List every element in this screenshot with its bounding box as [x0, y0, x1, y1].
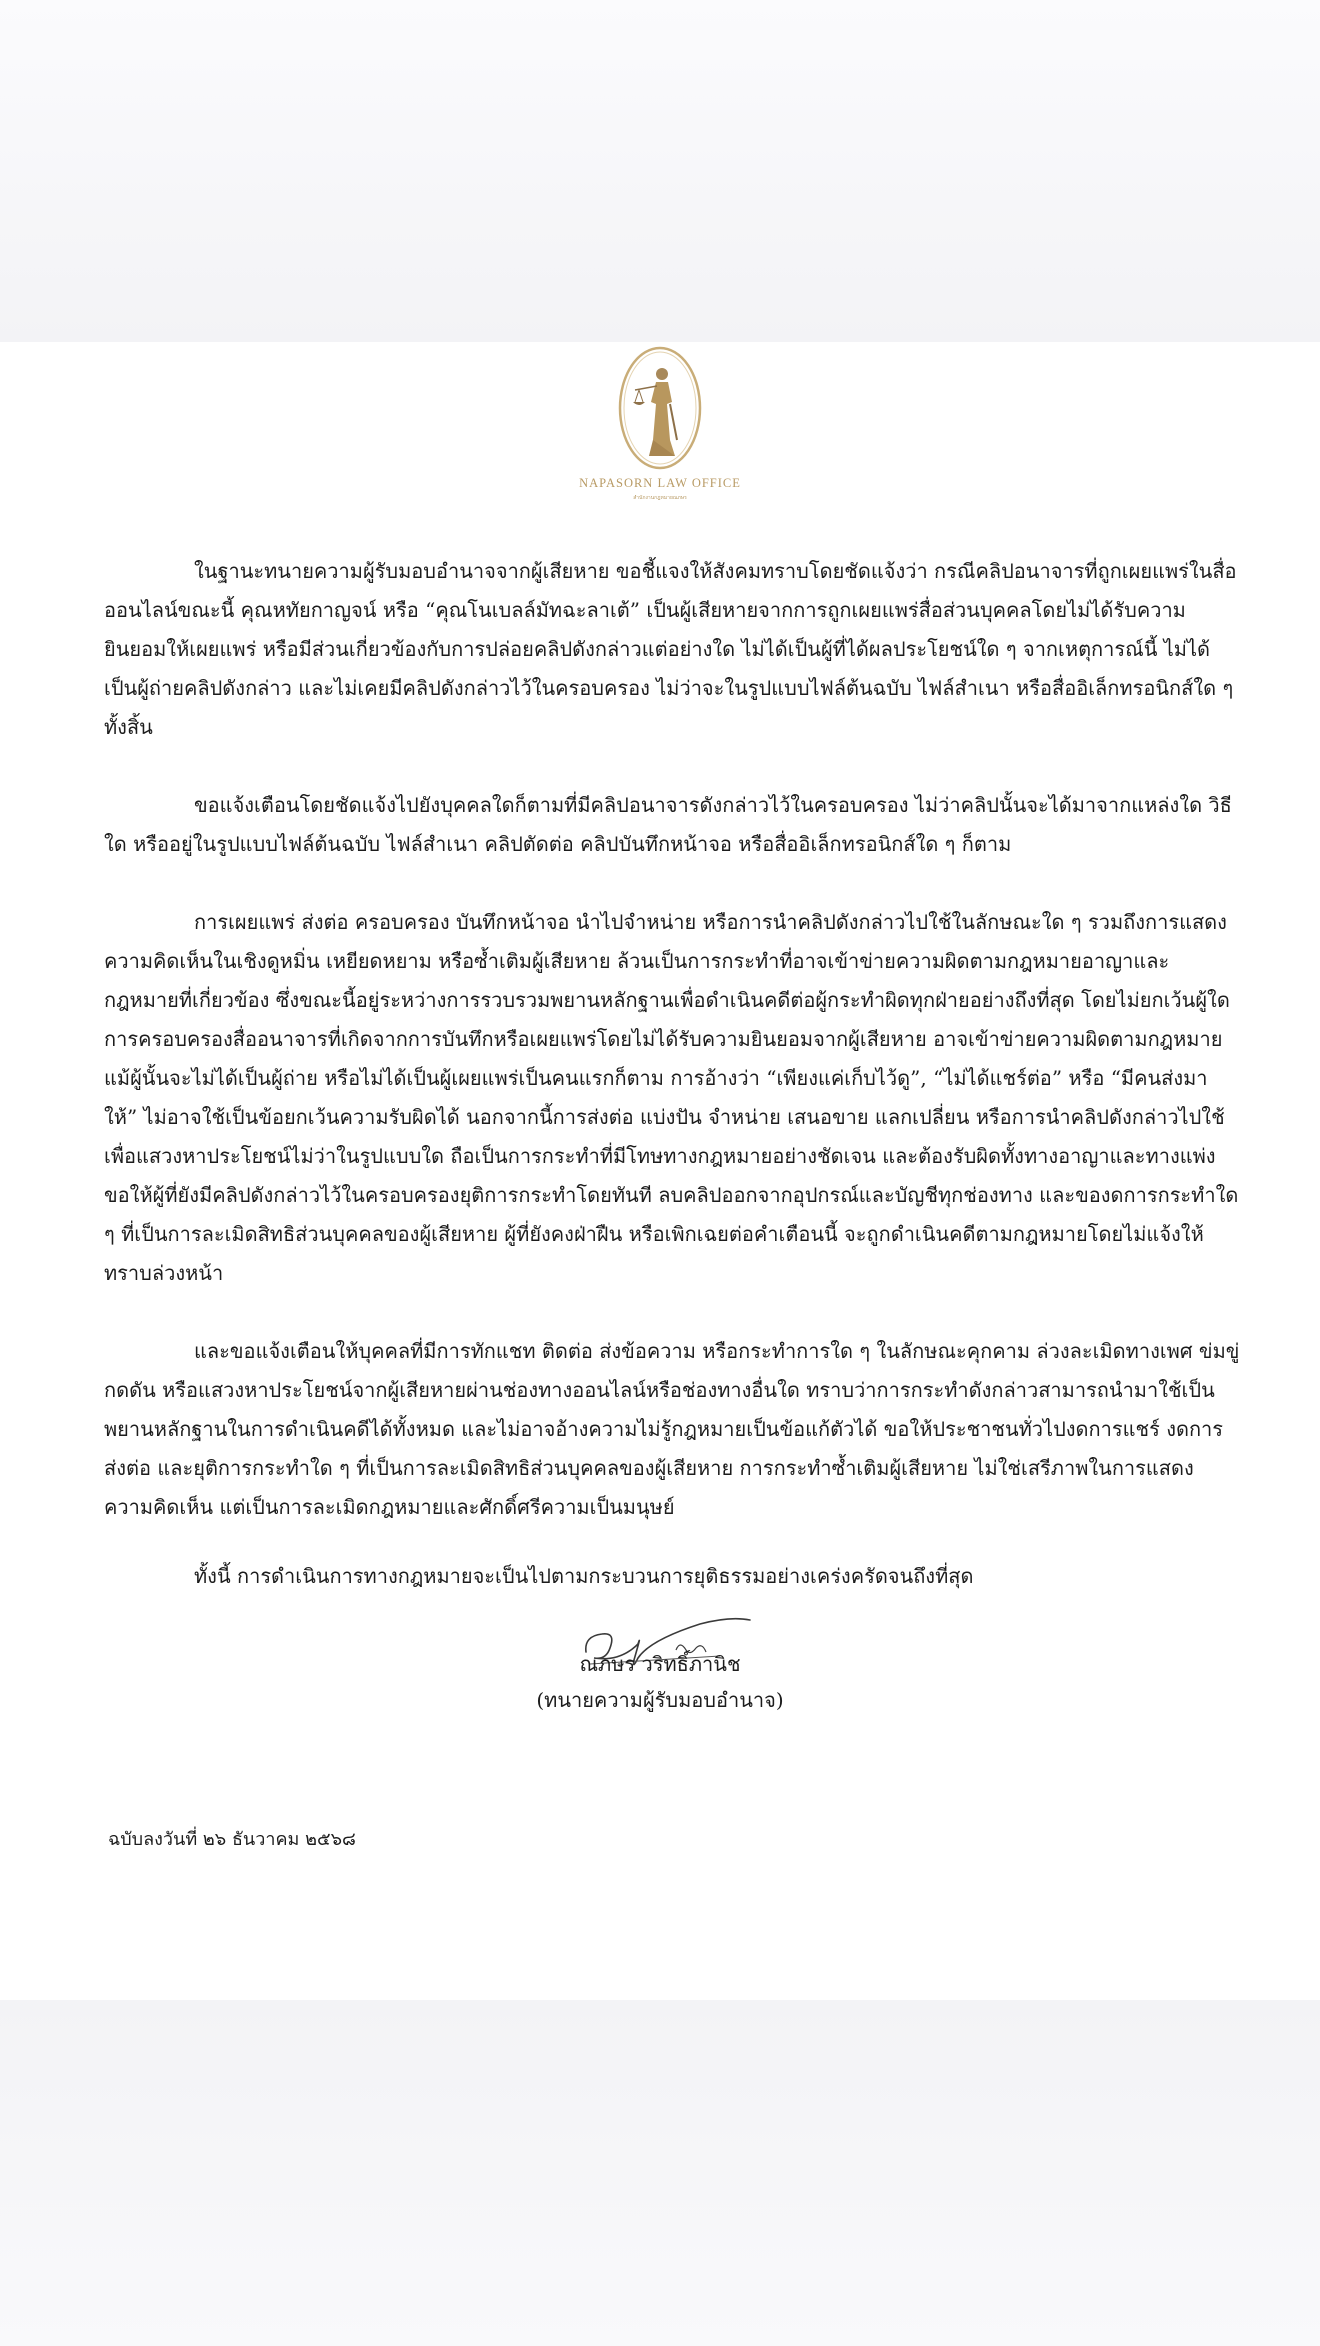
paragraph-3: การเผยแพร่ ส่งต่อ ครอบครอง บันทึกหน้าจอ นำไปจำหน่าย หรือการนำคลิปดังกล่าวไปใช้ในลักษณะใด ๆ รวมถึงการแสดงความคิดเห็นในเชิงดูหมิ่น เหยียดหยาม หรือซ้ำเติมผู้เสียหาย ล้วนเป็นการกระทำที่อาจเข้าข่ายความผิดตามกฎหมายอาญาและกฎหมายที่เกี่ยวข้อง ซึ่งขณะนี้อยู่ระหว่างการรวบรวมพยานหลักฐานเพื่อดำเนินคดีต่อผู้กระทำผิดทุกฝ่ายอย่างถึงที่สุด โดยไม่ยกเว้นผู้ใด การครอบครองสื่ออนาจารที่เกิดจากการบันทึกหรือเผยแพร่โดยไม่ได้รับความยินยอมจากผู้เสียหาย อาจเข้าข่ายความผิดตามกฎหมาย แม้ผู้นั้นจะไม่ได้เป็นผู้ถ่าย หรือไม่ได้เป็นผู้เผยแพร่เป็นคนแรกก็ตาม การอ้างว่า “เพียงแค่เก็บไว้ดู”, “ไม่ได้แชร์ต่อ” หรือ “มีคนส่งมาให้” ไม่อาจใช้เป็นข้อยกเว้นความรับผิดได้ นอกจากนี้การส่งต่อ แบ่งปัน จำหน่าย เสนอขาย แลกเปลี่ยน หรือการนำคลิปดังกล่าวไปใช้เพื่อแสวงหาประโยชน์ไม่ว่าในรูปแบบใด ถือเป็นการกระทำที่มีโทษทางกฎหมายอย่างชัดเจน และต้องรับผิดทั้งทางอาญาและทางแพ่ง ขอให้ผู้ที่ยังมีคลิปดังกล่าวไว้ในครอบครองยุติการกระทำโดยทันที ลบคลิปออกจากอุปกรณ์และบัญชีทุกช่องทาง และของดการกระทำใด ๆ ที่เป็นการละเมิดสิทธิส่วนบุคคลของผู้เสียหาย ผู้ที่ยังคงฝ่าฝืน หรือเพิกเฉยต่อคำเตือนนี้ จะถูกดำเนินคดีตามกฎหมายโดยไม่แจ้งให้ทราบล่วงหน้า [104, 910, 1239, 1285]
document-date: ฉบับลงวันที่ ๒๖ ธันวาคม ๒๕๖๘ [108, 1829, 356, 1850]
signatory-name: ณภษร วริทธิ์ภานิช [579, 1652, 741, 1676]
top-background [0, 0, 1320, 342]
law-office-logo [570, 342, 750, 512]
logo-title: NAPASORN LAW OFFICE [579, 476, 741, 490]
signatory-role: (ทนายความผู้รับมอบอำนาจ) [536, 1688, 784, 1712]
paragraph-1: ในฐานะทนายความผู้รับมอบอำนาจจากผู้เสียหาย ขอชี้แจงให้สังคมทราบโดยชัดแจ้งว่า กรณีคลิปอนาจารที่ถูกเผยแพร่ในสื่อออนไลน์ขณะนี้ คุณหทัยกาญจน์ หรือ “คุณโนเบลล์มัทฉะลาเต้” เป็นผู้เสียหายจากการถูกเผยแพร่สื่อส่วนบุคคลโดยไม่ได้รับความยินยอมให้เผยแพร่ หรือมีส่วนเกี่ยวข้องกับการปล่อยคลิปดังกล่าวแต่อย่างใด ไม่ได้เป็นผู้ที่ได้ผลประโยชน์ใด ๆ จากเหตุการณ์นี้ ไม่ได้เป็นผู้ถ่ายคลิปดังกล่าว และไม่เคยมีคลิปดังกล่าวไว้ในครอบครอง ไม่ว่าจะในรูปแบบไฟล์ต้นฉบับ ไฟล์สำเนา หรือสื่ออิเล็กทรอนิกส์ใด ๆ ทั้งสิ้น [104, 559, 1237, 739]
paragraph-4: และขอแจ้งเตือนให้บุคคลที่มีการทักแชท ติดต่อ ส่งข้อความ หรือกระทำการใด ๆ ในลักษณะคุกคาม ล่วงละเมิดทางเพศ ข่มขู่ กดดัน หรือแสวงหาประโยชน์จากผู้เสียหายผ่านช่องทางออนไลน์หรือช่องทางอื่นใด ทราบว่าการกระทำดังกล่าวสามารถนำมาใช้เป็นพยานหลักฐานในการดำเนินคดีได้ทั้งหมด และไม่อาจอ้างความไม่รู้กฎหมายเป็นข้อแก้ตัวได้ ขอให้ประชาชนทั่วไปงดการแชร์ งดการส่งต่อ และยุติการกระทำใด ๆ ที่เป็นการละเมิดสิทธิส่วนบุคคลของผู้เสียหาย การกระทำซ้ำเติมผู้เสียหาย ไม่ใช่เสรีภาพในการแสดงความคิดเห็น แต่เป็นการละเมิดกฎหมายและศักดิ์ศรีความเป็นมนุษย์ [104, 1339, 1240, 1519]
signature-block [520, 1636, 800, 1718]
logo-subtitle: สำนักงานกฎหมายณภษร [633, 495, 687, 501]
closing-paragraph: ทั้งนี้ การดำเนินการทางกฎหมายจะเป็นไปตามกระบวนการยุติธรรมอย่างเคร่งครัดจนถึงที่สุด [194, 1564, 974, 1588]
bottom-background [0, 2000, 1320, 2346]
letter-body [104, 552, 1240, 1635]
letter-page [0, 342, 1320, 2000]
lady-justice-icon [615, 344, 705, 476]
paragraph-2: ขอแจ้งเตือนโดยชัดแจ้งไปยังบุคคลใดก็ตามที่มีคลิปอนาจารดังกล่าวไว้ในครอบครอง ไม่ว่าคลิปนั้นจะได้มาจากแหล่งใด วิธีใด หรืออยู่ในรูปแบบไฟล์ต้นฉบับ ไฟล์สำเนา คลิปตัดต่อ คลิปบันทึกหน้าจอ หรือสื่ออิเล็กทรอนิกส์ใด ๆ ก็ตาม [104, 793, 1232, 856]
